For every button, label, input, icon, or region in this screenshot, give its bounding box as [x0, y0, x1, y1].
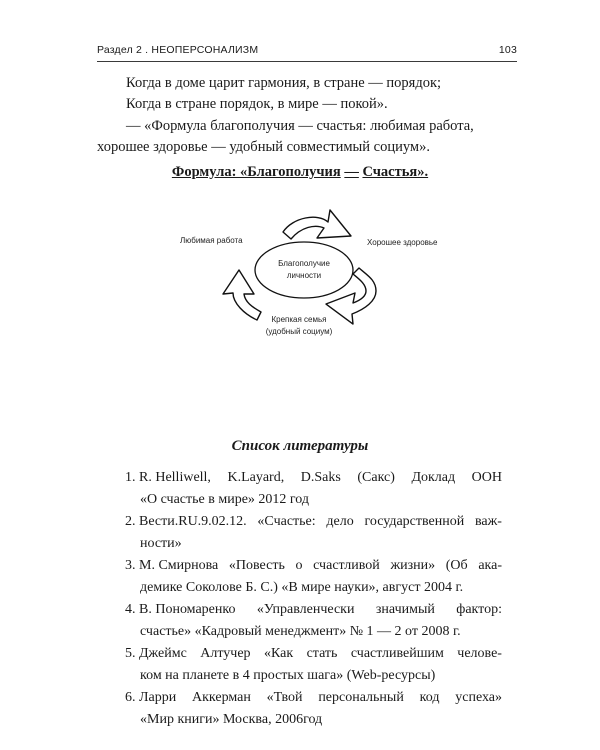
intro-line-2: Когда в стране порядок, в мире — покой». — [126, 96, 388, 112]
reference-word: 6. Ларри — [125, 690, 177, 705]
reference-word: Аккерман — [192, 690, 251, 705]
reference-line-1 — [125, 555, 502, 577]
label-favorite-work: Любимая работа — [180, 236, 243, 245]
label-center-line-1: Благополучие — [278, 259, 330, 268]
reference-line-2: ком на планете в 4 простых шага» (Web-ресурсы) — [140, 668, 436, 683]
reference-word: о — [295, 558, 303, 573]
reference-line-2: счастье» «Кадровый менеджмент» № 1 — 2 от 2008 г. — [140, 624, 461, 639]
reference-word: D.Saks — [300, 470, 341, 485]
reference-word: код — [419, 690, 440, 705]
reference-line-2: «О счастье в мире» 2012 год — [140, 492, 310, 507]
intro-line-3: — «Формула благополучия — счастья: любимая работа, — [126, 118, 474, 134]
reference-line-1 — [125, 643, 502, 665]
reference-word: 1. R. Helliwell, — [125, 470, 211, 485]
reference-line-2: ности» — [140, 536, 182, 551]
reference-word: 3. М. Смирнова — [125, 558, 219, 573]
reference-item — [125, 511, 502, 555]
reference-line-2: демике Соколове Б. С.) «В мире науки», август 2004 г. — [140, 580, 464, 595]
formula-suffix: Счастья». — [362, 164, 429, 180]
reference-line-1 — [125, 687, 502, 709]
reference-word: Доклад — [411, 470, 456, 485]
reference-word: (Сакс) — [357, 470, 395, 485]
reference-word: жизни» — [390, 558, 436, 573]
reference-item — [125, 555, 502, 599]
reference-item — [125, 599, 502, 643]
reference-word: «Твой — [266, 690, 303, 705]
reference-word: государственной — [364, 514, 465, 529]
reference-word: Алтучер — [200, 646, 251, 661]
top-curved-arrow-icon — [283, 210, 351, 239]
reference-word: дело — [326, 514, 354, 529]
reference-word: челове- — [457, 646, 502, 661]
reference-word: 2. Вести.RU.9.02.12. — [125, 514, 247, 529]
reference-word: персональный — [318, 690, 404, 705]
reference-word: «Счастье: — [257, 514, 316, 529]
reference-word: счастливой — [313, 558, 380, 573]
reference-word: важ- — [474, 514, 502, 529]
section-title: Раздел 2 . НЕОПЕРСОНАЛИЗМ — [97, 44, 259, 56]
reference-word: (Об — [445, 558, 468, 573]
reference-word: ООН — [471, 470, 502, 485]
reference-line-1 — [125, 467, 502, 489]
reference-word: K.Layard, — [227, 470, 285, 485]
reference-line-1 — [125, 511, 502, 533]
reference-line-1 — [125, 599, 502, 621]
reference-word: 4. В. Пономаренко — [125, 602, 236, 617]
formula-dash: — — [344, 164, 359, 180]
reference-word: счастливейшим — [350, 646, 444, 661]
reference-word: «Повесть — [228, 558, 285, 573]
label-good-health: Хорошее здоровье — [367, 238, 438, 247]
label-center-line-2: личности — [286, 271, 322, 280]
reference-word: успеха» — [455, 690, 502, 705]
reference-item — [125, 687, 502, 731]
intro-line-4: хорошее здоровье — удобный совместимый социум». — [97, 139, 430, 155]
label-family-line-1: Крепкая семья — [271, 315, 327, 324]
reference-word: 5. Джеймс — [125, 646, 187, 661]
literature-heading: Список литературы — [231, 438, 369, 454]
reference-line-2: «Мир книги» Москва, 2006год — [140, 712, 323, 727]
reference-word: ака- — [478, 558, 502, 573]
reference-item — [125, 467, 502, 511]
reference-word: фактор: — [456, 602, 502, 617]
label-family-line-2: (удобный социум) — [265, 327, 333, 336]
page-number: 103 — [498, 44, 517, 56]
reference-word: «Управленчески — [256, 602, 355, 617]
reference-word: значимый — [375, 602, 435, 617]
reference-word: стать — [306, 646, 338, 661]
reference-item — [125, 643, 502, 687]
formula-prefix: Формула: «Благополучия — [171, 164, 341, 180]
reference-word: «Как — [263, 646, 294, 661]
intro-line-1: Когда в доме царит гармония, в стране — порядок; — [126, 75, 442, 91]
